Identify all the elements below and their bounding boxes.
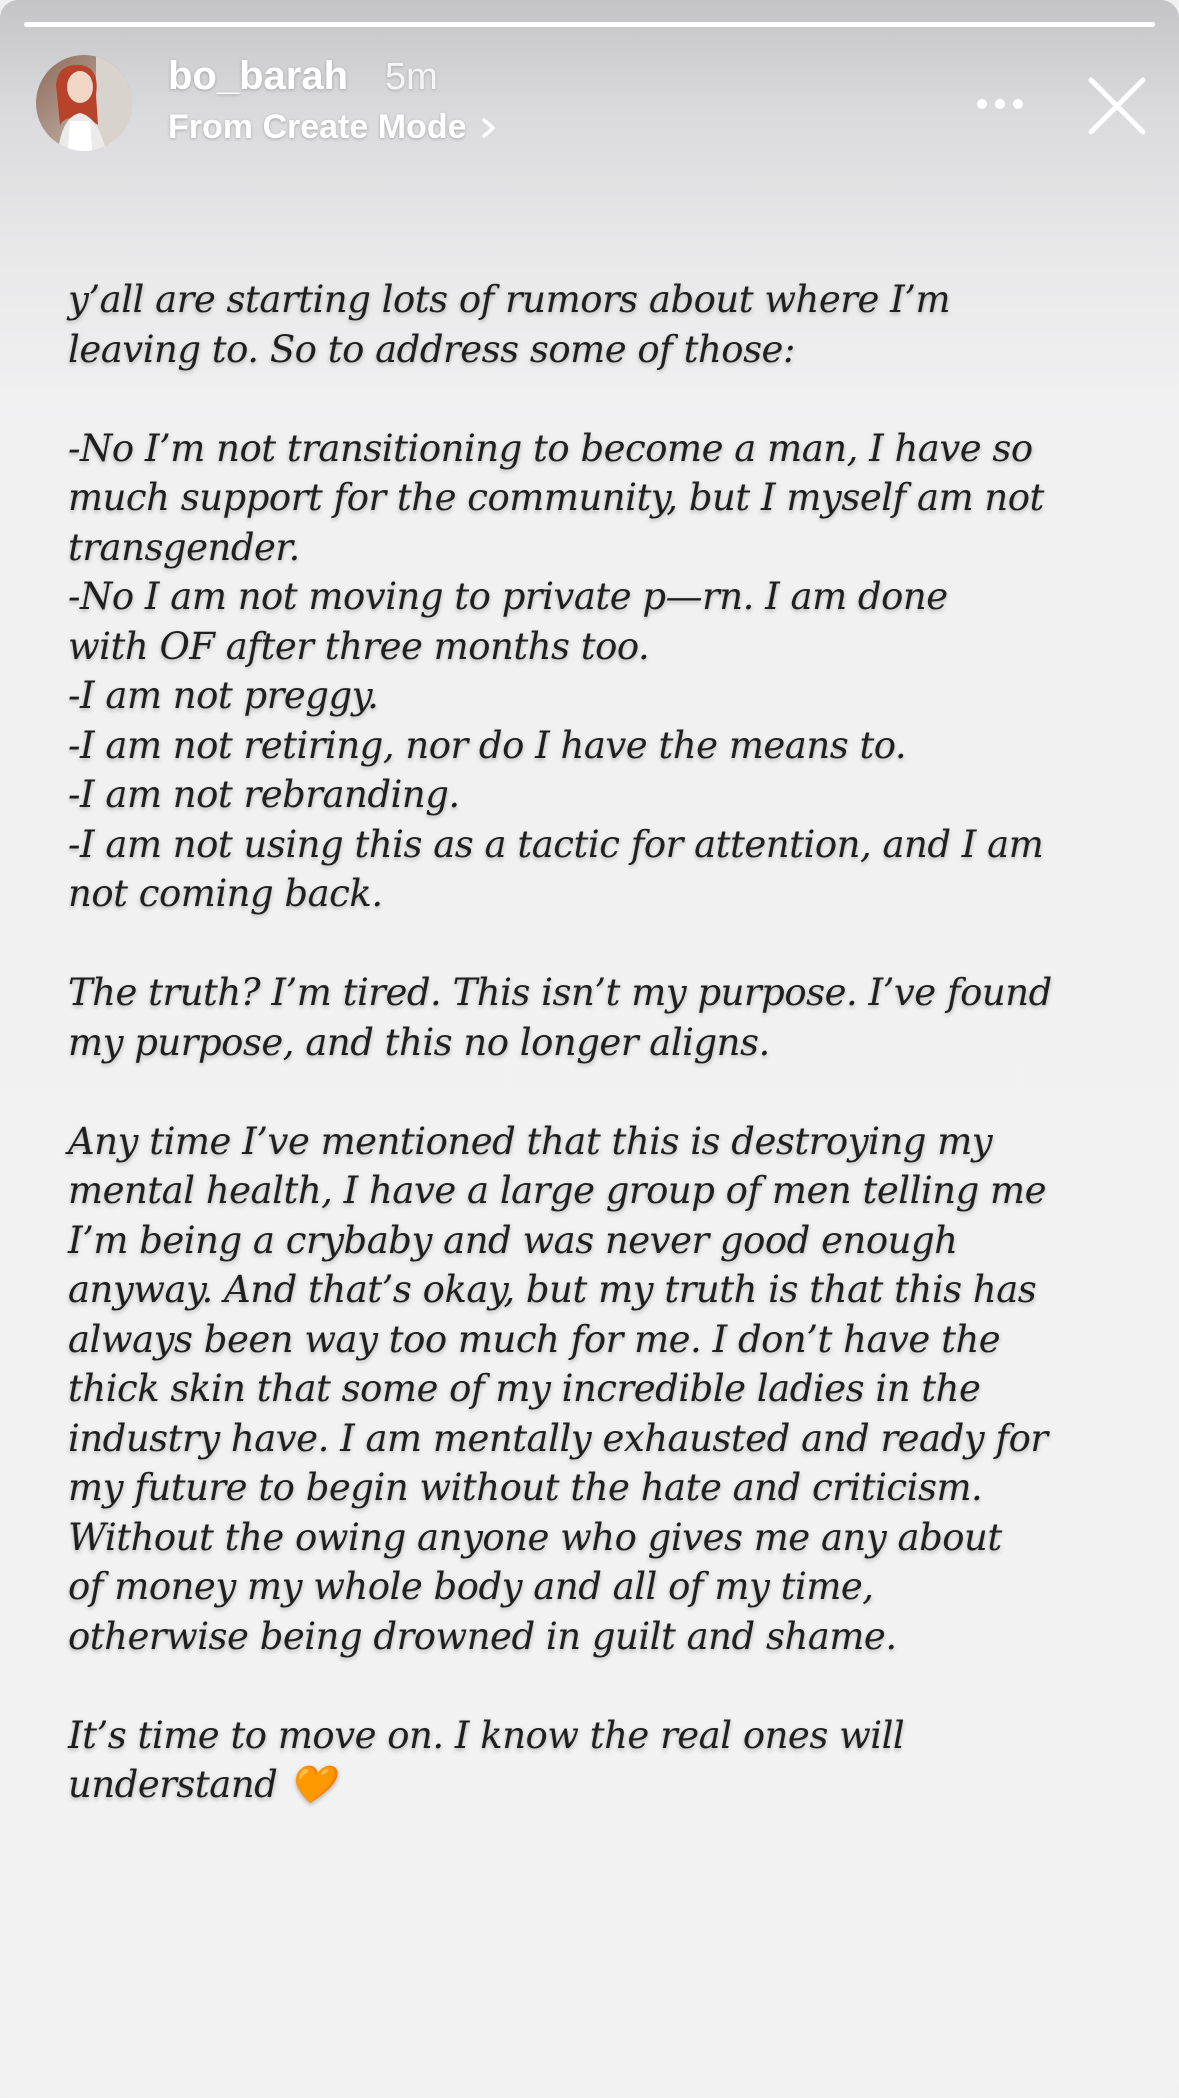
create-mode-label: From Create Mode [168, 108, 467, 146]
avatar[interactable] [36, 55, 132, 151]
text-line: my future to begin without the hate and criticism. [68, 1466, 983, 1509]
text-line: The truth? I’m tired. This isn’t my purpose. I’ve found [68, 971, 1052, 1014]
more-options-icon [970, 94, 1030, 114]
create-mode-link[interactable] [168, 108, 503, 147]
profile-photo [36, 55, 132, 151]
text-line: much support for the community, but I myself am not [68, 476, 1044, 519]
text-line: mental health, I have a large group of men telling me [68, 1169, 1046, 1212]
text-line: my purpose, and this no longer aligns. [68, 1020, 770, 1064]
text-line: understand 🧡 [68, 1763, 335, 1806]
text-line: -I am not using this as a tactic for attention, and I am [68, 822, 1044, 866]
text-line: -I am not retiring, nor do I have the means to. [68, 723, 907, 767]
story-header [0, 50, 1179, 160]
text-line: -I am not preggy. [68, 674, 379, 717]
text-line: not coming back. [68, 872, 383, 915]
story-text-body [68, 275, 1068, 1859]
text-line: with OF after three months too. [68, 624, 650, 668]
paragraph-mental-health [68, 1117, 1068, 1662]
chevron-right-icon [475, 111, 503, 145]
text-line: always been way too much for me. I don’t have the [68, 1317, 1001, 1361]
text-line: of money my whole body and all of my time, [68, 1565, 874, 1608]
text-line: anyway. And that’s okay, but my truth is that this has [68, 1268, 1037, 1311]
text-line: -No I’m not transitioning to become a man, I have so [68, 426, 1033, 470]
paragraph-rumors-list [68, 424, 1068, 919]
paragraph-truth [68, 968, 1068, 1067]
text-line: I’m being a crybaby and was never good enough [68, 1218, 958, 1262]
text-line: -I am not rebranding. [68, 773, 460, 816]
paragraph-intro [68, 275, 1068, 374]
text-line: Any time I’ve mentioned that this is destroying my [68, 1119, 993, 1163]
text-line: industry have. I am mentally exhausted and ready for [68, 1416, 1048, 1460]
text-line: y’all are starting lots of rumors about where I’m [68, 278, 951, 321]
story-progress-bar [24, 22, 1155, 27]
paragraph-closing [68, 1711, 1068, 1810]
text-line: Without the owing anyone who gives me any about [68, 1515, 1002, 1559]
text-line: transgender. [68, 525, 300, 569]
text-line: leaving to. So to address some of those: [68, 327, 795, 371]
text-line: -No I am not moving to private p—rn. I am done [68, 575, 948, 618]
text-line: otherwise being drowned in guilt and shame. [68, 1614, 897, 1658]
story-timestamp: 5m [385, 56, 438, 98]
more-options-button[interactable] [970, 76, 1030, 132]
username[interactable]: bo_barah [168, 54, 349, 98]
story-progress-fill [24, 22, 1155, 27]
close-icon [1085, 74, 1149, 138]
text-line: It’s time to move on. I know the real ones will [68, 1713, 905, 1757]
close-button[interactable] [1083, 72, 1151, 140]
text-line: thick skin that some of my incredible ladies in the [68, 1367, 981, 1410]
